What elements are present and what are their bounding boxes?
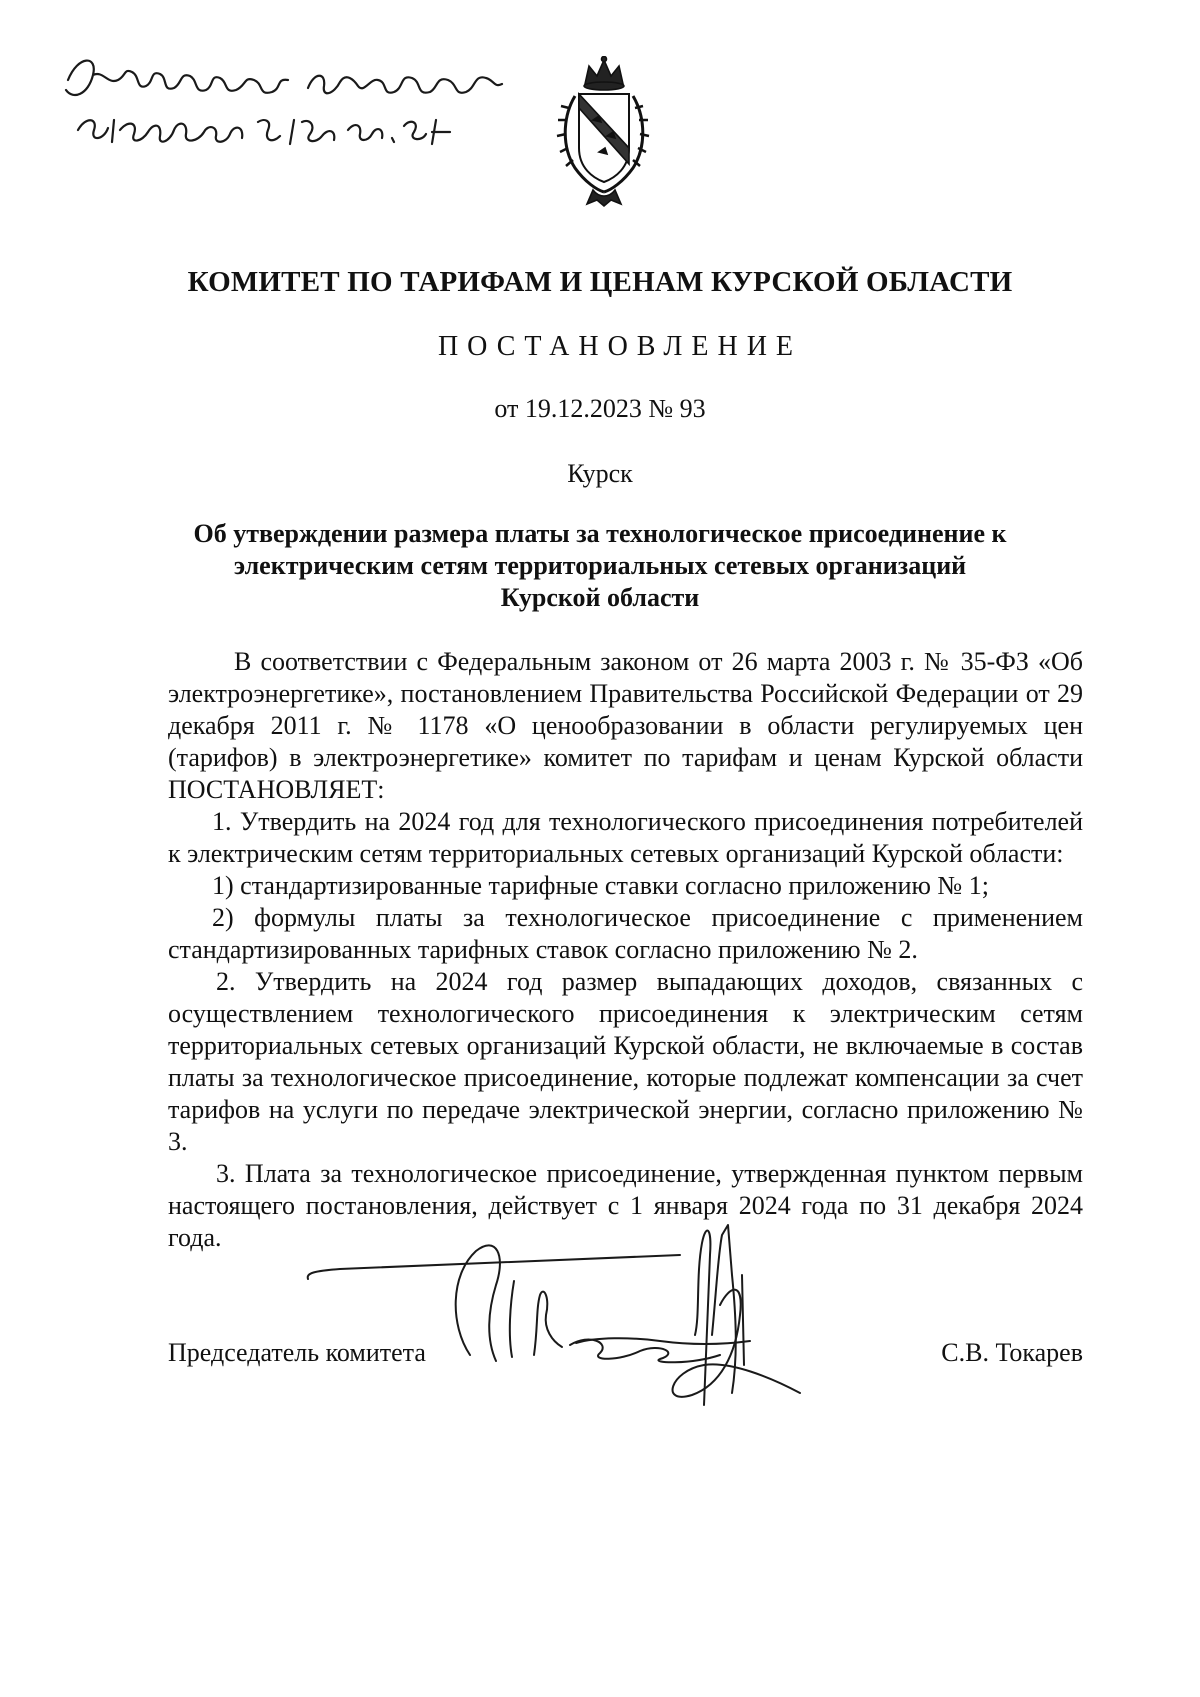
document-body — [168, 646, 1083, 1254]
clause-3: 3. Плата за технологическое присоединение, утвержденная пунктом первым настоящего постановления, действует с 1 января 2024 года по 31 декабря 2024 года. — [168, 1159, 1083, 1252]
subject-line: Курской области — [500, 583, 700, 612]
document-type: ПОСТАНОВЛЕНИЕ — [437, 331, 803, 362]
subject-line: электрическим сетям территориальных сетевых организаций — [233, 551, 967, 580]
clause-1-subitem-1: 1) стандартизированные тарифные ставки согласно приложению № 1; — [212, 871, 989, 900]
preamble-paragraph: В соответствии с Федеральным законом от 26 марта 2003 г. № 35-ФЗ «Об электроэнергетике», постановлением Правительства Российской Федерации от 29 декабря 2011 г. № 1178 «О ценообразовании в области регулируемых цен (тарифов) в электроэнергетике» комитет по тарифам и ценам Курской области ПОСТАНОВЛЯЕТ: — [168, 647, 1083, 804]
kursk-region-coat-of-arms-icon — [555, 56, 653, 208]
document-city: Курск — [567, 459, 633, 488]
signer-position: Председатель комитета — [168, 1338, 426, 1367]
handwritten-signature — [300, 1215, 860, 1415]
document-subject — [0, 518, 1200, 614]
handwritten-registration-note — [58, 50, 528, 160]
committee-title: КОМИТЕТ ПО ТАРИФАМ И ЦЕНАМ КУРСКОЙ ОБЛАСТИ — [187, 266, 1013, 298]
clause-2: 2. Утвердить на 2024 год размер выпадающих доходов, связанных с осуществлением технологического присоединения к электрическим сетям территориальных сетевых организаций Курской области, не включаемые в состав платы за технологическое присоединение, которые подлежат компенсации за счет тарифов на услуги по передаче электрической энергии, согласно приложению № 3. — [168, 967, 1083, 1156]
clause-1-subitem-2: 2) формулы платы за технологическое присоединение с применением стандартизированных тарифных ставок согласно приложению № 2. — [168, 903, 1083, 964]
clause-1: 1. Утвердить на 2024 год для технологического присоединения потребителей к электрическим сетям территориальных сетевых организаций Курской области: — [168, 807, 1083, 868]
subject-line: Об утверждении размера платы за технологическое присоединение к — [193, 519, 1007, 548]
signer-name: С.В. Токарев — [941, 1338, 1083, 1367]
document-date-number: от 19.12.2023 № 93 — [494, 394, 706, 423]
